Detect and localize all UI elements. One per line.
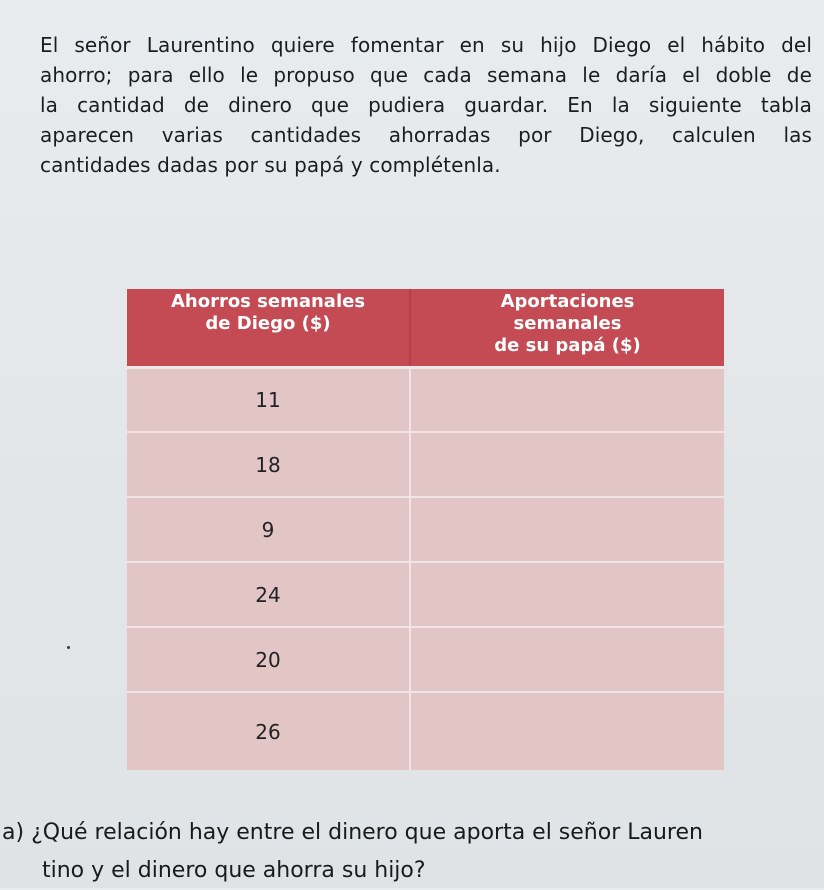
savings-cell: 20 (127, 627, 410, 692)
problem-line-3: la cantidad de dinero que pudiera guardar. En la siguiente tabla (40, 93, 812, 117)
header-diego-savings (127, 289, 410, 367)
contribution-cell[interactable] (410, 497, 724, 562)
savings-cell: 9 (127, 497, 410, 562)
problem-line-2: ahorro; para ello le propuso que cada semana le daría el doble de (40, 63, 812, 87)
stray-mark (67, 646, 70, 649)
question-a (2, 814, 824, 890)
table-row (127, 497, 724, 562)
problem-statement (40, 30, 812, 180)
savings-cell: 18 (127, 432, 410, 497)
contribution-cell[interactable] (410, 562, 724, 627)
savings-table-container (127, 289, 724, 765)
contribution-cell[interactable] (410, 367, 724, 432)
header-diego-savings-label: Ahorros semanales de Diego ($) (170, 291, 366, 334)
header-father-contributions (410, 289, 724, 367)
contribution-cell[interactable] (410, 627, 724, 692)
table-row (127, 692, 724, 770)
question-a-text-1: ¿Qué relación hay entre el dinero que aporta el señor Lauren (31, 820, 703, 845)
table-row (127, 562, 724, 627)
header-father-contributions-label: Aportaciones semanales de su papá ($) (494, 291, 641, 356)
table-row (127, 627, 724, 692)
table-header-row (127, 289, 724, 367)
savings-cell: 26 (127, 692, 410, 770)
problem-line-4: aparecen varias cantidades ahorradas por Diego, calculen las (40, 123, 812, 147)
savings-cell: 11 (127, 367, 410, 432)
savings-cell: 24 (127, 562, 410, 627)
table-row (127, 367, 724, 432)
question-a-line-1 (2, 814, 824, 852)
savings-table (127, 289, 724, 770)
question-a-letter: a) (2, 820, 25, 845)
problem-line-1: El señor Laurentino quiere fomentar en su hijo Diego el hábito del (40, 33, 812, 57)
contribution-cell[interactable] (410, 432, 724, 497)
contribution-cell[interactable] (410, 692, 724, 770)
table-row (127, 432, 724, 497)
question-a-text-2: tino y el dinero que ahorra su hijo? (42, 858, 426, 883)
problem-line-5: cantidades dadas por su papá y complétenla. (40, 153, 501, 177)
